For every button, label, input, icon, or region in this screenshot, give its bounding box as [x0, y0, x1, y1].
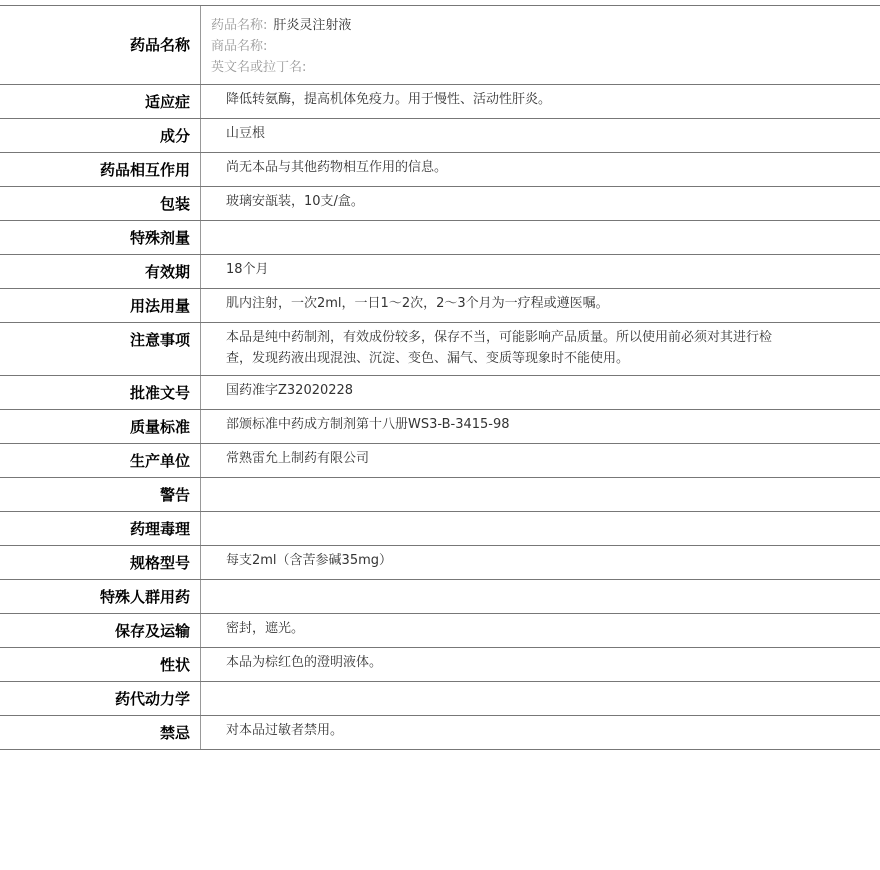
row-label: 保存及运输: [0, 614, 201, 647]
drug-name-values: [201, 6, 880, 84]
row-label: 有效期: [0, 255, 201, 288]
row-quality-standard: [0, 410, 880, 444]
row-value: 山豆根: [226, 126, 266, 141]
row-value: [201, 478, 880, 511]
row-label: 规格型号: [0, 546, 201, 579]
row-value: 本品为棕红色的澄明液体。: [226, 655, 383, 670]
row-value: [201, 580, 880, 613]
row-label: 注意事项: [0, 323, 201, 375]
row-pharmacokinetics: [0, 682, 880, 716]
row-label: 特殊剂量: [0, 221, 201, 254]
row-label: 禁忌: [0, 716, 201, 749]
row-value: 尚无本品与其他药物相互作用的信息。: [226, 160, 448, 175]
row-manufacturer: [0, 444, 880, 478]
drug-info-table: [0, 5, 880, 750]
row-label: 药代动力学: [0, 682, 201, 715]
row-storage-transport: [0, 614, 880, 648]
row-value: 部颁标准中药成方制剂第十八册WS3-B-3415-98: [226, 417, 510, 432]
row-indications: [0, 85, 880, 119]
row-label: 警告: [0, 478, 201, 511]
row-specification: [0, 546, 880, 580]
row-label: 包装: [0, 187, 201, 220]
row-label: 特殊人群用药: [0, 580, 201, 613]
row-label: 药理毒理: [0, 512, 201, 545]
generic-name-line: [211, 15, 870, 36]
row-pharmacology-toxicology: [0, 512, 880, 546]
row-value: 常熟雷允上制药有限公司: [226, 451, 370, 466]
row-value: 18个月: [226, 262, 269, 277]
row-value: 玻璃安瓿装，10支/盒。: [226, 194, 364, 209]
row-value: 肌内注射，一次2ml，一日1～2次，2～3个月为一疗程或遵医嘱。: [226, 296, 609, 311]
row-value: 对本品过敏者禁用。: [226, 723, 344, 738]
row-value: 国药准字Z32020228: [226, 383, 354, 398]
row-label: 成分: [0, 119, 201, 152]
row-value: 本品是纯中药制剂，有效成份较多，保存不当，可能影响产品质量。所以使用前必须对其进行检查，发现药液出现混浊、沉淀、变色、漏气、变质等现象时不能使用。: [226, 330, 773, 366]
generic-name-key: 药品名称:: [211, 18, 268, 33]
english-name-key: 英文名或拉丁名:: [211, 60, 307, 75]
row-label: 适应症: [0, 85, 201, 118]
row-value: [201, 221, 880, 254]
english-name-line: [211, 57, 870, 78]
row-precautions: [0, 323, 880, 376]
row-label: 药品相互作用: [0, 153, 201, 186]
row-appearance: [0, 648, 880, 682]
row-special-populations: [0, 580, 880, 614]
row-label: 批准文号: [0, 376, 201, 409]
row-drug-interactions: [0, 153, 880, 187]
row-drug-name: [0, 6, 880, 85]
row-shelf-life: [0, 255, 880, 289]
row-label: 用法用量: [0, 289, 201, 322]
generic-name-value: 肝炎灵注射液: [273, 18, 352, 33]
row-value: 降低转氨酶，提高机体免疫力。用于慢性、活动性肝炎。: [226, 92, 552, 107]
row-value: 密封，遮光。: [226, 621, 305, 636]
row-label: 质量标准: [0, 410, 201, 443]
row-ingredients: [0, 119, 880, 153]
trade-name-line: [211, 36, 870, 57]
row-value: 每支2ml（含苦参碱35mg）: [226, 553, 393, 568]
row-warning: [0, 478, 880, 512]
row-contraindications: [0, 716, 880, 750]
row-value: [201, 512, 880, 545]
row-packaging: [0, 187, 880, 221]
row-label: 性状: [0, 648, 201, 681]
row-label: 药品名称: [0, 6, 201, 84]
row-label: 生产单位: [0, 444, 201, 477]
row-approval-number: [0, 376, 880, 410]
row-dosage: [0, 289, 880, 323]
row-special-dosage: [0, 221, 880, 255]
trade-name-key: 商品名称:: [211, 39, 268, 54]
row-value: [201, 682, 880, 715]
